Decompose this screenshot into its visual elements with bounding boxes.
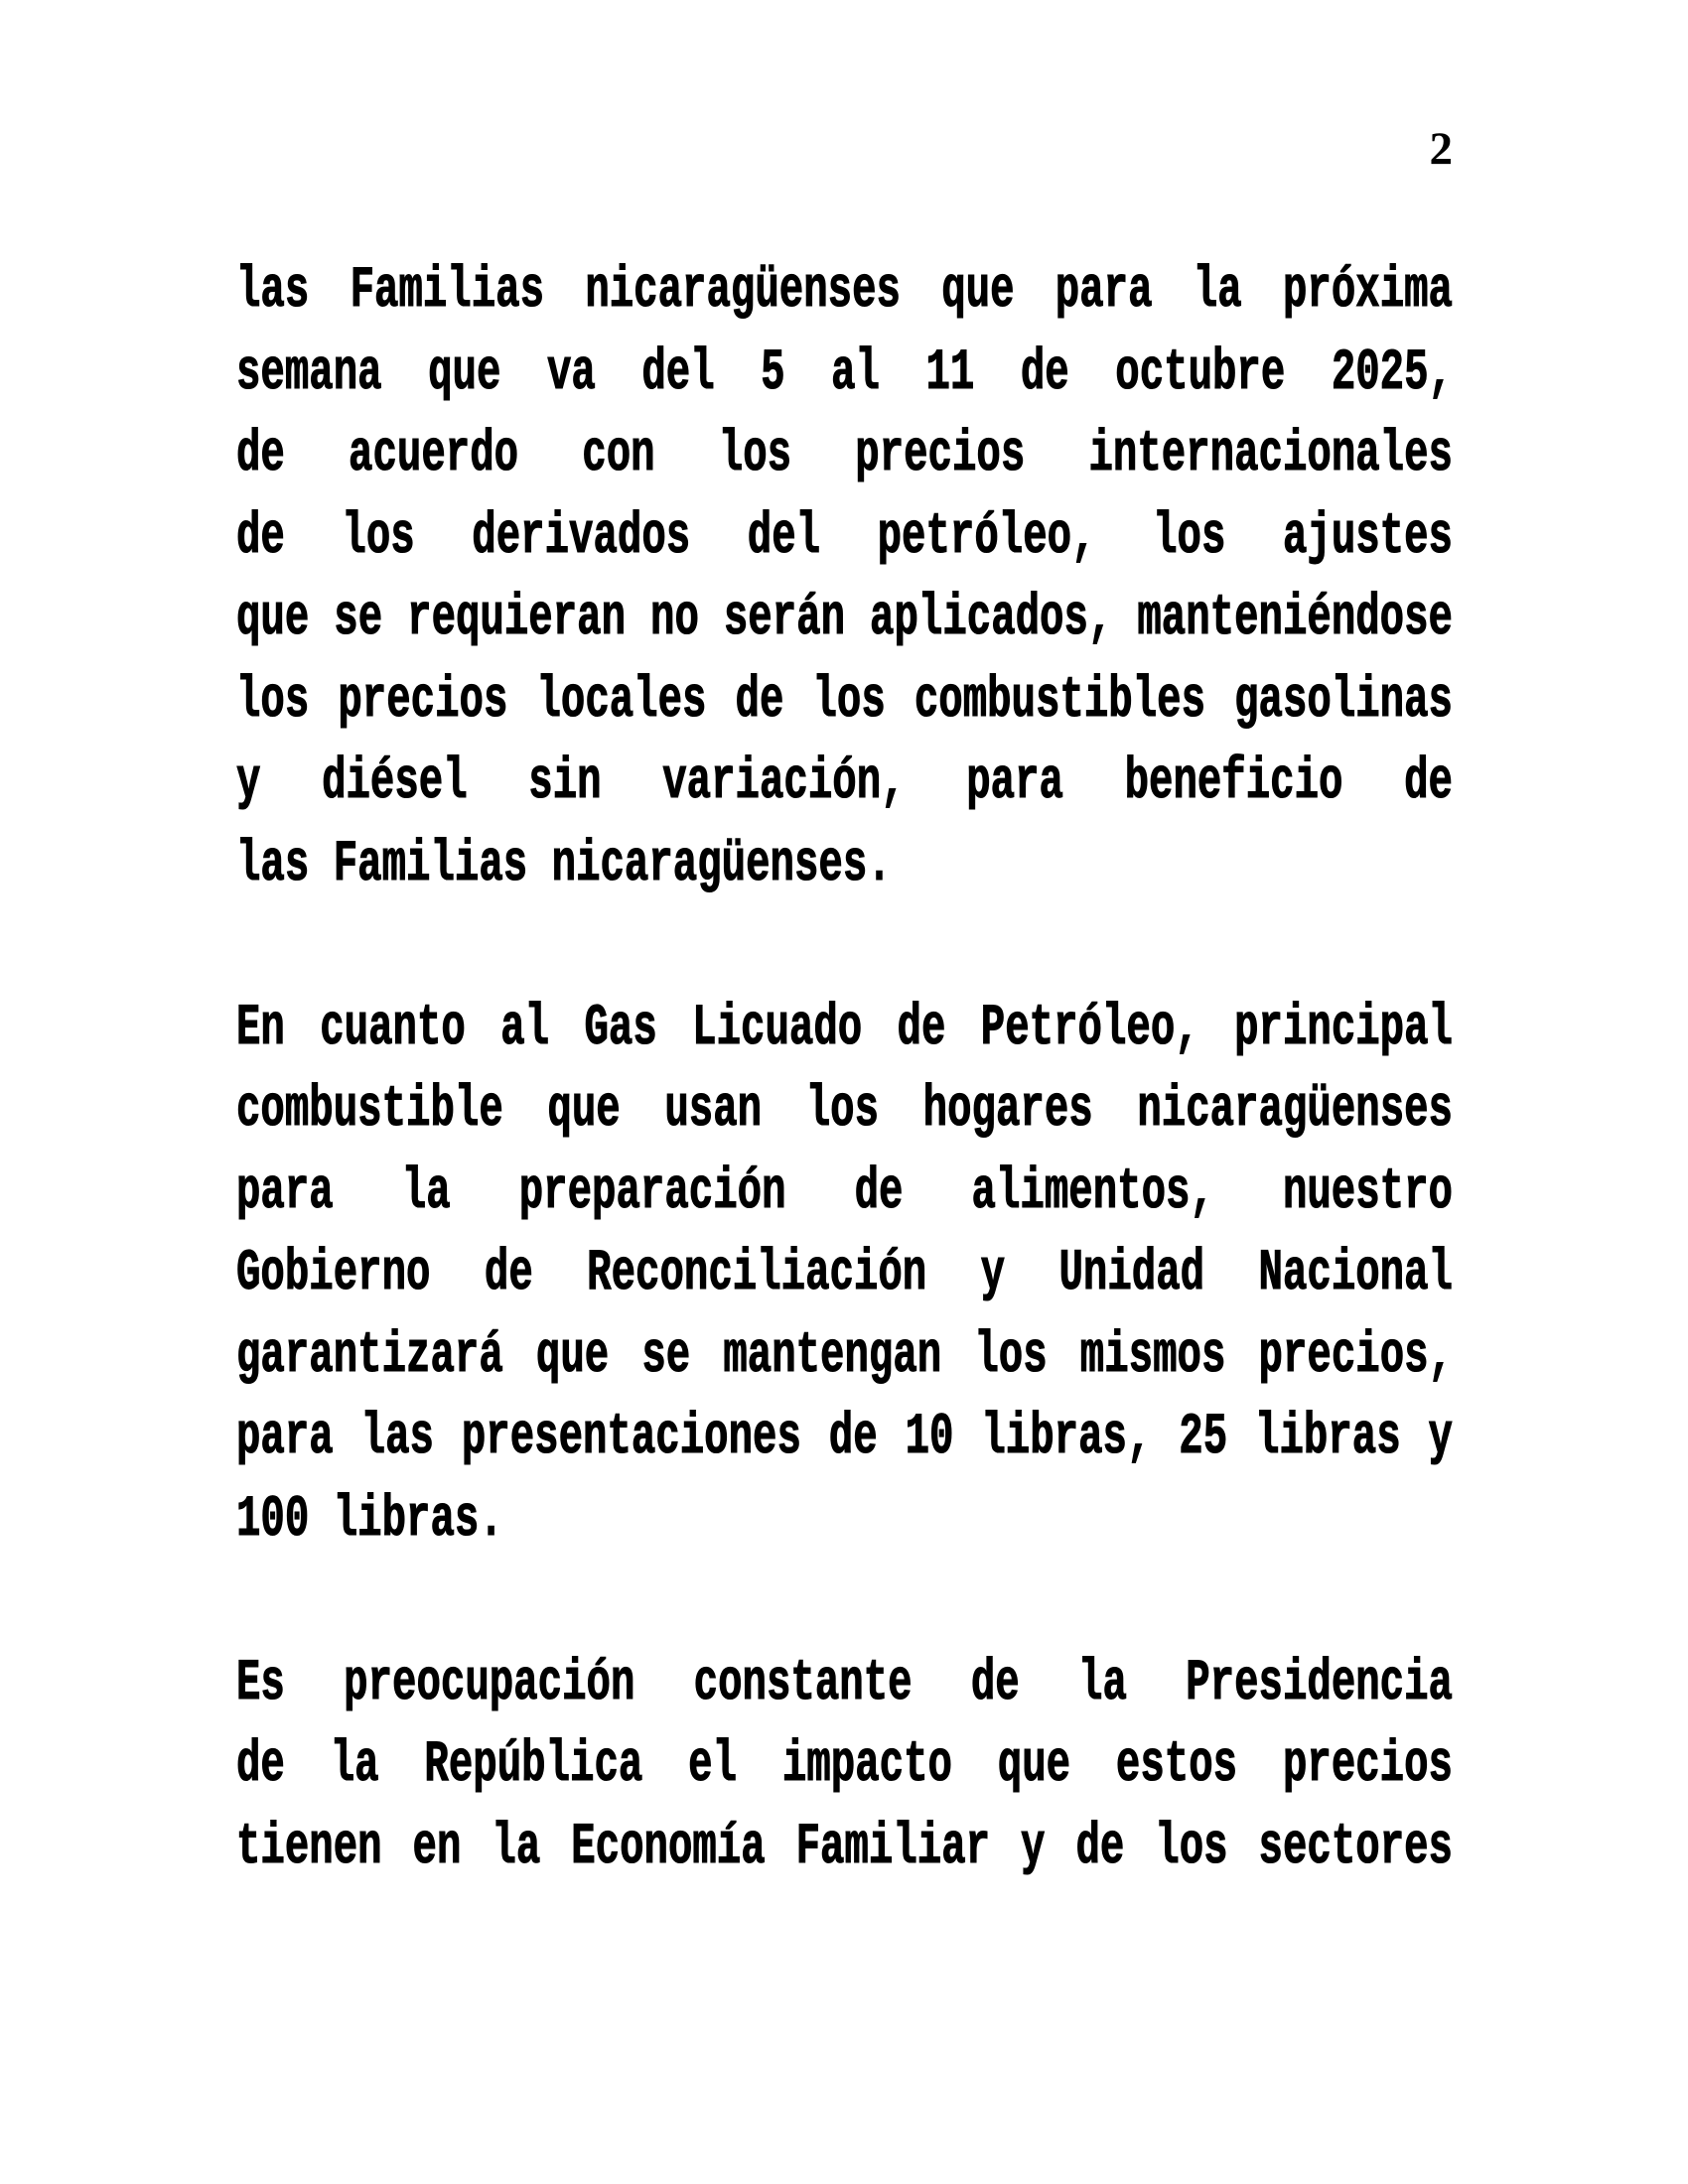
text-line: de los derivados del petróleo, los ajustes xyxy=(236,504,1453,570)
text-line: Gobierno de Reconciliación y Unidad Nacional xyxy=(236,1242,1453,1306)
text-line: tienen en la Economía Familiar y de los sectores xyxy=(236,1815,1453,1880)
text-line: para la preparación de alimentos, nuestro xyxy=(236,1160,1453,1225)
text-line: las Familias nicaragüenses. xyxy=(236,832,892,897)
text-line: combustible que usan los hogares nicaragüenses xyxy=(236,1078,1453,1143)
document-body xyxy=(236,251,1453,1889)
text-line: para las presentaciones de 10 libras, 25 libras y xyxy=(236,1406,1453,1470)
text-line xyxy=(236,1562,1453,1644)
text-line: y diésel sin variación, para beneficio de xyxy=(236,751,1453,815)
page-number: 2 xyxy=(1429,123,1453,175)
text-line xyxy=(236,906,1453,989)
text-line: los precios locales de los combustibles gasolinas xyxy=(236,668,1453,734)
text-line: de la República el impacto que estos precios xyxy=(236,1733,1453,1798)
text-line: En cuanto al Gas Licuado de Petróleo, principal xyxy=(236,996,1453,1061)
text-line: 100 libras. xyxy=(236,1487,503,1553)
text-line: las Familias nicaragüenses que para la próxima xyxy=(236,259,1453,324)
text-line: semana que va del 5 al 11 de octubre 2025, xyxy=(236,341,1453,406)
text-line: que se requieran no serán aplicados, manteniéndose xyxy=(236,587,1453,651)
text-line: de acuerdo con los precios internacionales xyxy=(236,423,1453,487)
text-line: garantizará que se mantengan los mismos precios, xyxy=(236,1323,1453,1389)
text-line: Es preocupación constante de la Presidencia xyxy=(236,1651,1453,1716)
